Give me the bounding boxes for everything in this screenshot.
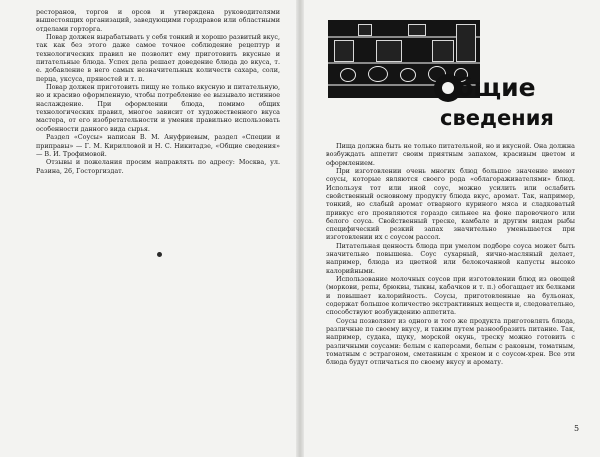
left-paragraph: ресторанов, торгов и орсов и утверждена руководителями вышестоящих организаций, заведующими горздравов или областными отделами горторга. (36, 8, 280, 33)
heading-line-1: бщие (456, 73, 536, 102)
left-text-column (36, 8, 280, 175)
cabinet-shape (358, 24, 372, 36)
left-paragraph: Раздел «Соусы» написан В. М. Ануфриевым, раздел «Специи и приправы» — Г. М. Кирилловой и Н. С. Никитадзе, «Общие сведения» — В. И. Трофимовой. (36, 133, 280, 158)
pot-shape (400, 68, 416, 82)
left-paragraph: Повар должен вырабатывать у себя тонкий и хорошо развитый вкус, так как без этого даже самое точное соблюдение рецептур и технологических правил не позволит ему приготовить вкусные и питательные блюда. Успех дела решает доведение блюда до вкуса, т. е. добавление в него самых незначительных количеств сахара, соли, перца, уксуса, пряностей и т. п. (36, 33, 280, 83)
right-page (304, 0, 600, 457)
book-gutter (296, 0, 304, 457)
cabinet-shape (456, 24, 476, 62)
left-paragraph: Отзывы и пожелания просим направлять по адресу: Москва, ул. Разина, 26, Госторгиздат. (36, 158, 280, 175)
shelf-line (328, 62, 480, 64)
pot-shape (368, 66, 388, 82)
right-paragraph: При изготовлении очень многих блюд большое значение имеют соусы, которые являются своего рода «облагораживателями» блюд. Используя тот или иной соус, можно усилить или ослабить свойственный основному продукту блюда вкус, аромат. Так, например, тонкий, но слабый аромат отварного куриного мяса и сладковатый привкус его проявляются гораздо сильнее на фоне паровочного или белого соуса. Свойственный треске, камбале и другим видам рыбы специфический резкий запах значительно уменьшается при изготовлении их с соусом рассол. (326, 166, 575, 242)
left-paragraph: Повар должен приготовить пищу не только вкусную и питательную, но и красиво оформленную, чтобы потребление ее вызывало истинное наслаждение. При оформлении блюда, помимо общих технологических правил, многое зависит от художественного вкуса мастера, от его изобретательности и умения правильно использовать особенности данного вида сырья. (36, 83, 280, 133)
heading-line-2: сведения (440, 106, 554, 130)
ink-dot (157, 252, 162, 257)
section-heading (434, 70, 576, 142)
cabinet-shape (334, 40, 354, 62)
right-paragraph: Пища должна быть не только питательной, но и вкусной. Она должна возбуждать аппетит своим приятным запахом, красивым цветом и оформлением. (326, 142, 575, 167)
page-number: 5 (574, 424, 580, 433)
left-page (0, 0, 296, 457)
right-paragraph: Соусы позволяют из одного и того же продукта приготовлять блюда, различные по своему вкусу, и таким путем разнообразить питание. Так, например, судака, щуку, морской окунь, треску можно готовить с различными соусами: белым с каперсами, белым с раковым, томатным, томатным с эстрагоном, сметанным с хреном и с соусом-хрен. Все эти блюда будут отличаться по своему вкусу и аромату. (326, 316, 575, 367)
cabinet-shape (432, 40, 454, 62)
right-paragraph: Использование молочных соусов при изготовлении блюд из овощей (моркови, репы, брюквы, тыквы, кабачков и т. п.) обогащает их белками и повышает калорийность. Соусы, приготовленные на бульонах, содержат большое количество экстрактивных веществ и, следовательно, способствуют возбуждению аппетита. (326, 275, 575, 317)
right-paragraph: Питательная ценность блюда при умелом подборе соуса может быть значительно повышена. Соус сухарный, яично-масляный делает, например, блюда из цветной или белокочанной капусты высоко калорийными. (326, 241, 575, 275)
stove-shape (376, 40, 402, 62)
pot-shape (340, 68, 356, 82)
cabinet-shape (408, 24, 426, 36)
right-text-column (326, 142, 575, 366)
